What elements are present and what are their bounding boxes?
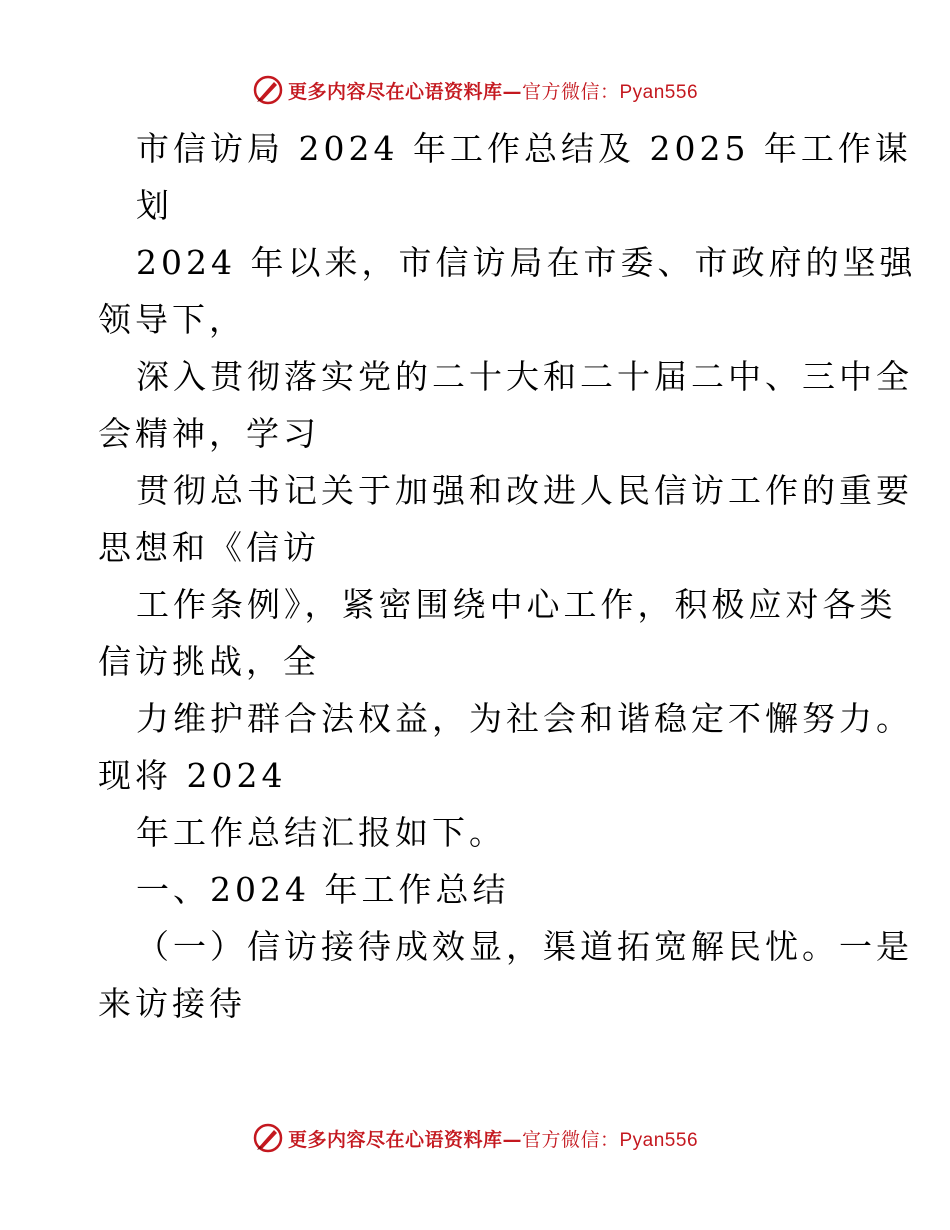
doc-section-heading: 一、2024 年工作总结 [136,870,510,909]
footer-banner-title: 更多内容尽在心语资料库 [287,1128,503,1151]
footer-banner-account: Pyan556 [619,1129,699,1151]
doc-paragraph-line: 思想和《信访 [98,528,320,567]
doc-paragraph-line: 来访接待 [98,984,246,1023]
header-banner-title: 更多内容尽在心语资料库 [287,80,503,103]
doc-paragraph-line: 信访挑战，全 [98,642,320,681]
doc-title-line-2: 划 [136,186,173,225]
footer-banner [0,1118,950,1158]
document-body [98,120,917,1032]
doc-paragraph-line: （一）信访接待成效显，渠道拓宽解民忧。一是 [136,927,913,966]
doc-paragraph-line: 会精神，学习 [98,414,320,453]
doc-title-line-1: 市信访局 2024 年工作总结及 2025 年工作谋 [136,129,912,168]
footer-banner-dash: — [502,1128,522,1151]
quill-pen-logo-icon [252,74,284,106]
quill-pen-logo-icon [252,1122,284,1154]
doc-paragraph-line: 现将 2024 [98,756,287,795]
header-banner [0,70,950,110]
footer-banner-wechat-label: 官方微信： [521,1128,620,1151]
doc-paragraph-line: 年工作总结汇报如下。 [136,813,506,852]
doc-paragraph-line: 深入贯彻落实党的二十大和二十届二中、三中全 [136,357,913,396]
header-banner-text [288,77,698,104]
header-banner-dash: — [502,80,522,103]
footer-banner-text [288,1125,698,1152]
doc-paragraph-line: 力维护群合法权益，为社会和谐稳定不懈努力。 [136,699,913,738]
doc-paragraph-line: 2024 年以来，市信访局在市委、市政府的坚强 [136,243,917,282]
doc-paragraph-line: 贯彻总书记关于加强和改进人民信访工作的重要 [136,471,913,510]
header-banner-wechat-label: 官方微信： [521,80,620,103]
doc-paragraph-line: 领导下， [98,300,246,339]
header-banner-account: Pyan556 [619,81,699,103]
doc-paragraph-line: 工作条例》，紧密围绕中心工作，积极应对各类 [136,585,897,624]
